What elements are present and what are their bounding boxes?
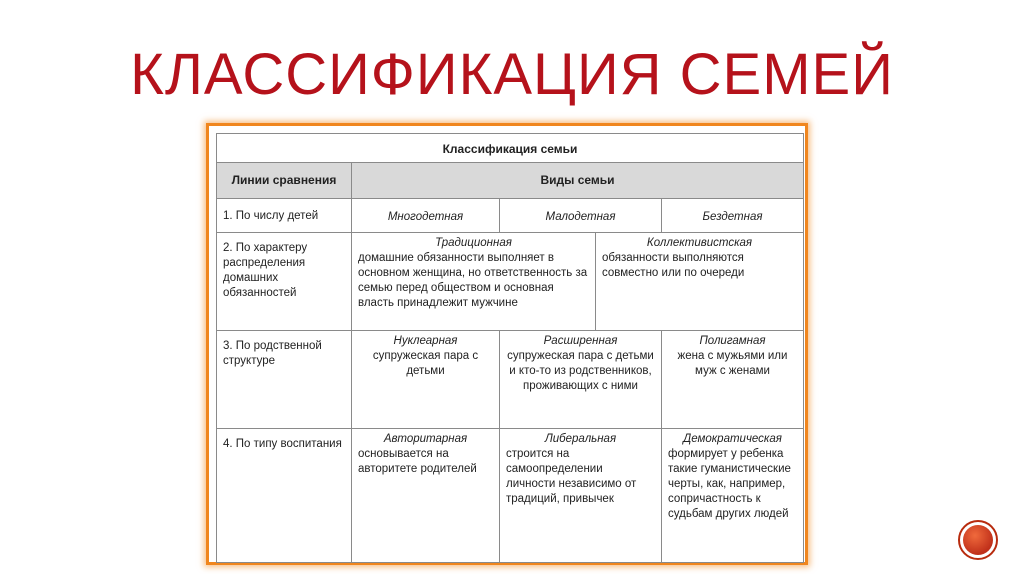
cell-childless: Бездетная <box>662 199 804 233</box>
cell-democratic <box>662 429 804 563</box>
kind-nuclear: Нуклеарная <box>393 335 458 347</box>
kind-extended: Расширенная <box>543 335 618 347</box>
cell-few-children: Малодетная <box>500 199 662 233</box>
kind-traditional: Традиционная <box>435 237 512 249</box>
kind-democratic: Демократическая <box>683 433 782 445</box>
cell-polygamous <box>662 331 804 429</box>
cell-nuclear <box>352 331 500 429</box>
slide-nav-icon <box>963 525 993 555</box>
slide-title: КЛАССИФИКАЦИЯ СЕМЕЙ <box>130 42 894 107</box>
table-grid <box>216 133 798 556</box>
kind-liberal: Либеральная <box>544 433 617 445</box>
desc-liberal: строится на самоопределении личности независимо от традиций, привычек <box>506 448 637 505</box>
cell-traditional <box>352 233 596 331</box>
row-label-children: 1. По числу детей <box>216 199 352 233</box>
classification-table <box>206 123 808 565</box>
desc-traditional: домашние обязанности выполняет в основном женщина, но ответственность за семью перед обществом и основная власть принадлежит мужчине <box>358 252 588 309</box>
cell-many-children: Многодетная <box>352 199 500 233</box>
header-compare: Линии сравнения <box>216 163 352 199</box>
kind-authoritarian: Авторитарная <box>383 433 468 445</box>
desc-polygamous: жена с мужьями или муж с женами <box>677 350 788 377</box>
table-caption: Классификация семьи <box>216 133 804 163</box>
slide-nav-button[interactable] <box>958 520 998 560</box>
kind-collectivist: Коллективистская <box>646 237 753 249</box>
row-label-upbringing: 4. По типу воспитания <box>216 429 352 563</box>
row-label-duties: 2. По характеру распределения домашних обязанностей <box>216 233 352 331</box>
row-label-structure: 3. По родственной структуре <box>216 331 352 429</box>
kind-polygamous: Полигамная <box>699 335 766 347</box>
desc-democratic: формирует у ребенка такие гуманистические черты, как, например, сопричастность к судьбам других людей <box>668 448 791 520</box>
cell-authoritarian <box>352 429 500 563</box>
cell-liberal <box>500 429 662 563</box>
cell-collectivist <box>596 233 804 331</box>
header-types: Виды семьи <box>352 163 804 199</box>
cell-extended <box>500 331 662 429</box>
desc-authoritarian: основывается на авторитете родителей <box>358 448 477 475</box>
desc-collectivist: обязанности выполняются совместно или по очереди <box>602 252 745 279</box>
desc-nuclear: супружеская пара с детьми <box>372 350 479 377</box>
desc-extended: супружеская пара с детьми и кто-то из родственников, проживающих с ними <box>507 350 654 392</box>
